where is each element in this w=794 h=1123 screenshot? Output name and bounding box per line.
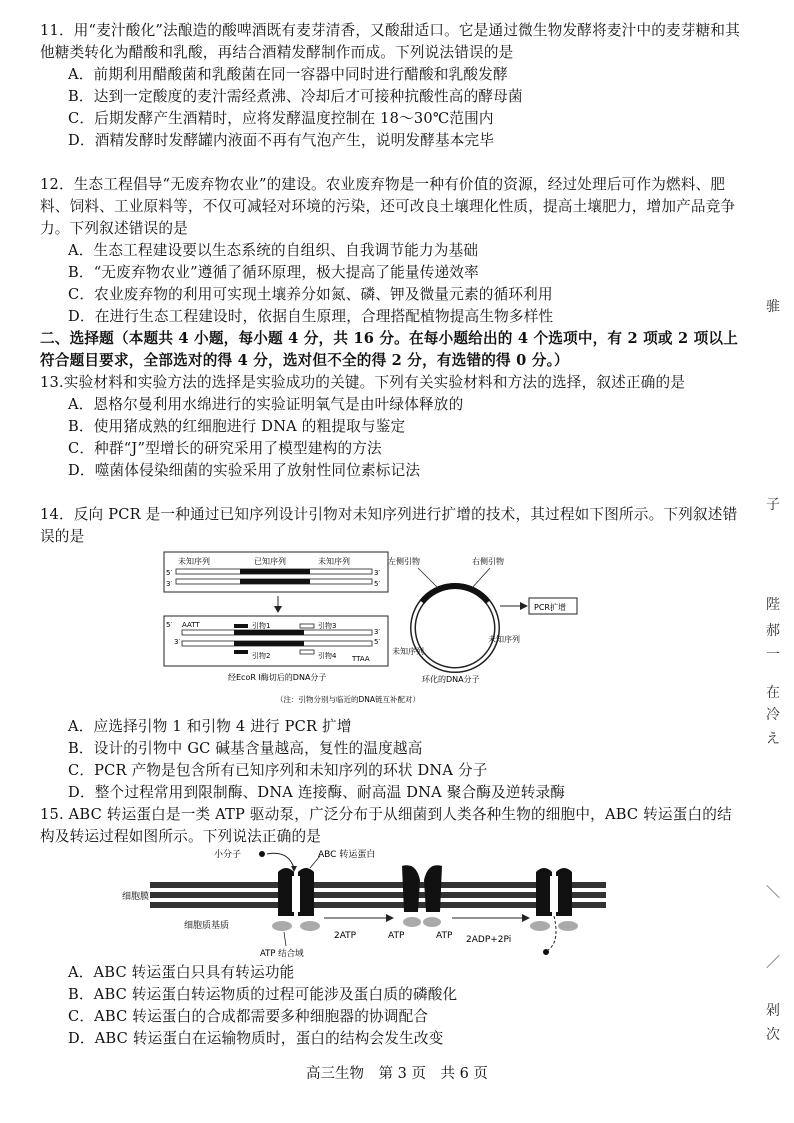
transporter-2-right-half (424, 865, 442, 912)
label-primer1: 引物1 (252, 622, 271, 630)
small-molecule-arrow (267, 853, 294, 868)
label-3c: 3′ (374, 628, 381, 636)
question-15-options (40, 962, 742, 1050)
label-5d: 5′ (374, 638, 381, 646)
label-primer3: 引物3 (318, 622, 337, 630)
question-15-stem: 15. ABC 转运蛋白是一类 ATP 驱动泵，广泛分布于从细菌到人类各种生物的细胞中，ABC 转运蛋白的结构及转运过程如图所示。下列说法正确的是 (40, 806, 732, 845)
label-5a: 5′ (166, 569, 173, 577)
label-aatt: AATT (182, 621, 200, 629)
edge-mark-8: え (766, 731, 780, 747)
question-14-option-c: C．PCR 产物是包含所有已知序列和未知序列的环状 DNA 分子 (68, 762, 488, 779)
question-14-option-a: A．应选择引物 1 和引物 4 进行 PCR 扩增 (68, 718, 352, 735)
label-membrane: 细胞膜 (122, 892, 150, 902)
inverse-pcr-figure (160, 550, 580, 714)
label-atp-domain: ATP 结合域 (260, 949, 304, 959)
question-15 (40, 804, 742, 848)
edge-mark-7: 冷 (766, 707, 780, 723)
question-12-option-a: A．生态工程建设要以生态系统的自组织、自我调节能力为基础 (68, 242, 479, 259)
atp-domain-3b (558, 921, 578, 931)
primer1-mark (234, 624, 248, 628)
label-ring-caption: 环化的DNA分子 (422, 675, 480, 684)
released-molecule-dot (543, 949, 549, 955)
question-13-stem: 13.实验材料和实验方法的选择是实验成功的关键。下列有关实验材料和方法的选择，叙述正确的是 (40, 374, 686, 391)
edge-mark-10: ／ (766, 955, 780, 971)
label-abc-transporter: ABC 转运蛋白 (318, 850, 376, 860)
primer2-mark (234, 650, 248, 654)
question-12-option-c: C．农业废弃物的利用可实现土壤养分如氮、磷、钾及微量元素的循环利用 (68, 286, 553, 303)
atp-domain-2a (403, 917, 421, 927)
label-right-primer: 右侧引物 (472, 557, 504, 566)
question-11 (40, 20, 742, 152)
label-left-primer: 左侧引物 (388, 557, 420, 566)
abc-transporter-diagram (120, 846, 620, 964)
transporter-3-channel (550, 876, 558, 912)
edge-mark-9: ＼ (766, 885, 780, 901)
question-13-option-a: A．恩格尔曼利用水绵进行的实验证明氧气是由叶绿体释放的 (68, 396, 464, 413)
cut-known-bottom (234, 641, 304, 646)
question-11-option-a: A．前期利用醋酸菌和乳酸菌在同一容器中同时进行醋酸和乳酸发酵 (68, 66, 508, 83)
atp-domain-2b (423, 917, 441, 927)
edge-mark-5: 一 (766, 647, 780, 663)
question-14-options (40, 716, 742, 804)
edge-mark-2: 子 (766, 497, 780, 513)
atp-domain-1b (300, 921, 320, 931)
question-11-stem: 11．用“麦汁酸化”法酿造的酸啤酒既有麦芽清香，又酸甜适口。它是通过微生物发酵将麦汁中的麦芽糖和其他糖类转化为醋酸和乳酸，再结合酒精发酵制作而成。下列说法错误的是 (40, 22, 741, 61)
abc-transporter-figure (120, 846, 620, 968)
label-ring-unknown-1: 未知序列 (488, 635, 520, 644)
question-15-option-b: B．ABC 转运蛋白转运物质的过程可能涉及蛋白质的磷酸化 (68, 986, 458, 1003)
question-13-option-c: C．种群“J”型增长的研究采用了模型建构的方法 (68, 440, 382, 457)
transporter-1-channel (292, 876, 300, 912)
edge-mark-1: 骓 (766, 299, 780, 315)
known-region-bottom (240, 579, 310, 584)
question-14-option-b: B．设计的引物中 GC 碱基含量越高，复性的温度越高 (68, 740, 423, 757)
label-cut-caption: 经EcoR Ⅰ酶切后的DNA分子 (228, 673, 327, 682)
question-15-option-a: A．ABC 转运蛋白只具有转运功能 (68, 964, 295, 981)
edge-mark-12: 次 (766, 1027, 780, 1043)
ring-known-region (422, 586, 488, 602)
question-14-stem: 14．反向 PCR 是一种通过已知序列设计引物对未知序列进行扩增的技术，其过程如下图所示。下列叙述错误的是 (40, 506, 738, 545)
release-arrow (548, 916, 556, 950)
atp-domain-pointer (284, 932, 286, 946)
question-12-option-d: D．在进行生态工程建设时，依据自生原理，合理搭配植物提高生物多样性 (68, 308, 554, 325)
section-2-heading (40, 328, 742, 372)
label-3b: 3′ (166, 580, 173, 588)
label-small-molecule: 小分子 (214, 850, 242, 860)
label-3a: 3′ (374, 569, 381, 577)
label-3d: 3′ (174, 638, 181, 646)
section-2-text: 二、选择题（本题共 4 小题，每小题 4 分，共 16 分。在每小题给出的 4 个选项中，有 2 项或 2 项以上符合题目要求，全部选对的得 4 分，选对但不全的得 2 分，有选错的得 0 分。） (40, 330, 739, 369)
right-primer-pointer (472, 568, 490, 588)
transporter-3-right-half (556, 868, 572, 916)
label-unknown-left: 未知序列 (178, 557, 210, 566)
question-13 (40, 372, 742, 482)
step-arrow-2-head (522, 914, 530, 922)
transporter-1-left-half (278, 868, 294, 916)
pcr-arrow-head (520, 602, 528, 610)
transporter-3-left-half (536, 868, 552, 916)
cut-arrow-head (274, 606, 282, 613)
question-13-option-d: D．噬菌体侵染细菌的实验采用了放射性同位素标记法 (68, 462, 421, 479)
label-ring-unknown-2: 未知序列 (392, 647, 424, 656)
known-region-top (240, 569, 310, 574)
step-arrow-1-head (386, 914, 394, 922)
question-11-option-b: B．达到一定酸度的麦汁需经煮沸、冷却后才可接种抗酸性高的酵母菌 (68, 88, 523, 105)
label-5c: 5′ (166, 621, 173, 629)
edge-mark-11: 剁 (766, 1003, 780, 1019)
label-unknown-right: 未知序列 (318, 557, 350, 566)
small-molecule-dot (259, 851, 265, 857)
edge-mark-3: 陛 (766, 597, 780, 613)
label-cytoplasm: 细胞质基质 (184, 921, 230, 931)
label-atp-1: ATP (388, 931, 405, 941)
label-2atp: 2ATP (334, 931, 357, 941)
question-11-option-d: D．酒精发酵时发酵罐内液面不再有气泡产生，说明发酵基本完毕 (68, 132, 495, 149)
page-footer: 高三生物 第 3 页 共 6 页 (306, 1066, 488, 1082)
inverse-pcr-diagram (160, 550, 580, 710)
transporter-2-left-half (402, 865, 420, 912)
label-5b: 5′ (374, 580, 381, 588)
question-11-option-c: C．后期发酵产生酒精时，应将发酵温度控制在 18～30℃范围内 (68, 110, 494, 127)
primer3-mark (300, 624, 314, 628)
question-12-option-b: B．“无废弃物农业”遵循了循环原理，极大提高了能量传递效率 (68, 264, 479, 281)
label-primer2: 引物2 (252, 652, 271, 660)
edge-mark-6: 在 (766, 685, 780, 701)
label-pcr: PCR扩增 (534, 603, 566, 612)
label-primer4: 引物4 (318, 652, 337, 660)
label-known: 已知序列 (254, 557, 286, 566)
cut-known-top (234, 630, 304, 635)
edge-mark-4: 郝 (766, 623, 780, 639)
label-figure-note: （注：引物分别与临近的DNA链互补配对） (276, 695, 421, 704)
question-13-option-b: B．使用猪成熟的红细胞进行 DNA 的粗提取与鉴定 (68, 418, 406, 435)
left-primer-pointer (418, 568, 438, 588)
label-atp-2: ATP (436, 931, 453, 941)
question-12-stem: 12．生态工程倡导“无废弃物农业”的建设。农业废弃物是一种有价值的资源，经过处理后可作为燃料、肥料、饲料、工业原料等，不仅可减轻对环境的污染，还可改良土壤理化性质，提高土壤肥力，增加产品竞争力。下列叙述错误的是 (40, 176, 736, 237)
transporter-1-right-half (298, 868, 314, 916)
question-14 (40, 504, 742, 548)
label-ttaa: TTAA (352, 655, 370, 663)
question-12 (40, 174, 742, 328)
label-adp-pi: 2ADP+2Pi (466, 935, 512, 945)
question-15-option-c: C．ABC 转运蛋白的合成都需要多种细胞器的协调配合 (68, 1008, 429, 1025)
question-14-option-d: D．整个过程常用到限制酶、DNA 连接酶、耐高温 DNA 聚合酶及逆转录酶 (68, 784, 566, 801)
atp-domain-3a (530, 921, 550, 931)
question-15-option-d: D．ABC 转运蛋白在运输物质时，蛋白的结构会发生改变 (68, 1030, 444, 1047)
primer4-mark (300, 650, 314, 654)
atp-domain-1a (272, 921, 292, 931)
